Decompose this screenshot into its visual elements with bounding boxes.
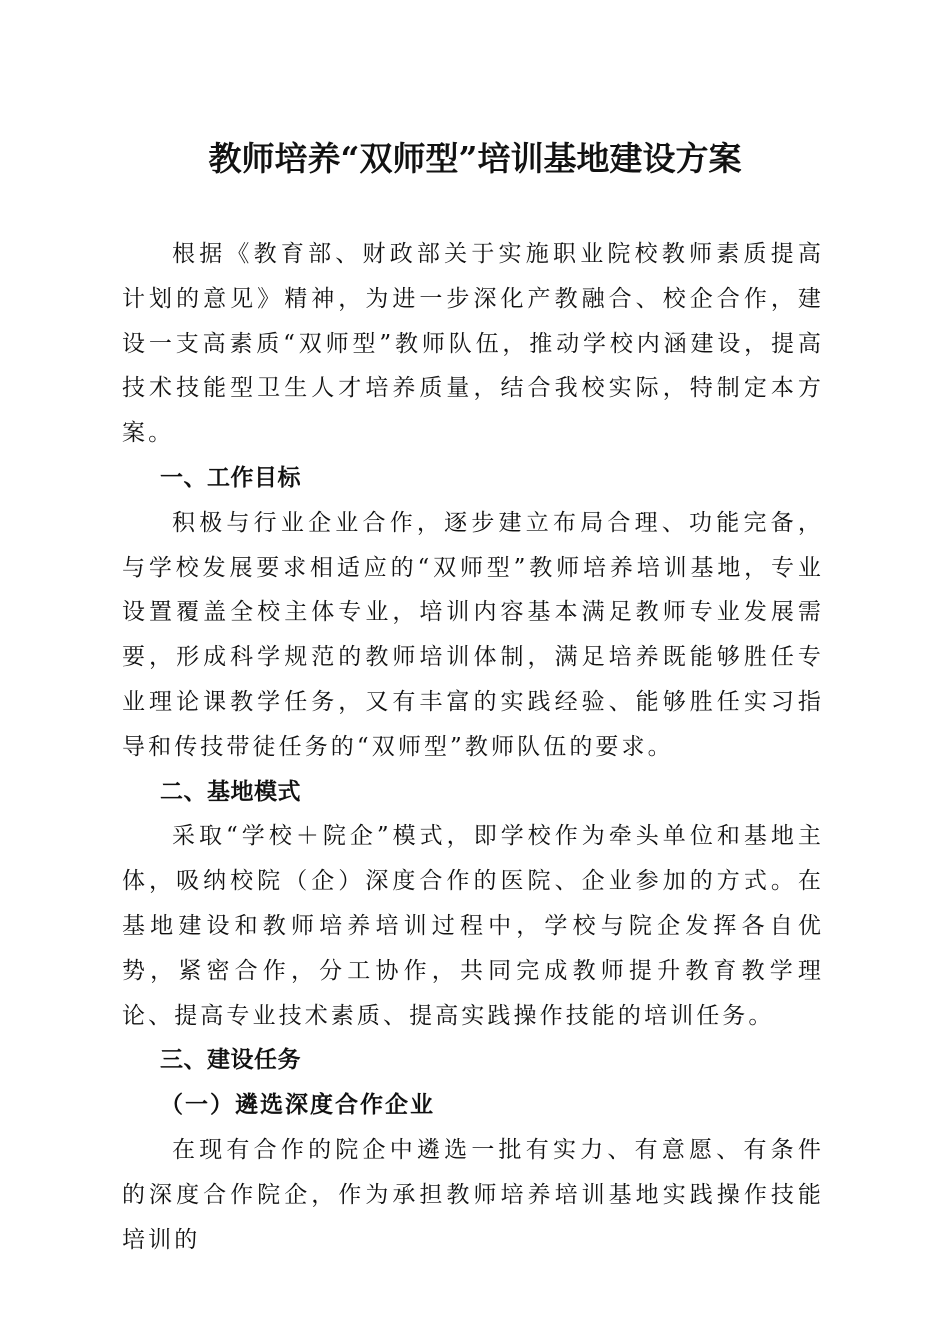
goals-paragraph: 积极与行业企业合作，逐步建立布局合理、功能完备，与学校发展要求相适应的“双师型”教师培养培训基地，专业设置覆盖全校主体专业，培训内容基本满足教师专业发展需要，形成科学规范的教师培训体制，满足培养既能够胜任专业理论课教学任务，又有丰富的实践经验、能够胜任实习指导和传技带徒任务的“双师型”教师队伍的要求。 <box>122 509 824 760</box>
mode-paragraph: 采取“学校＋院企”模式，即学校作为牵头单位和基地主体，吸纳校院（企）深度合作的医院、企业参加的方式。在基地建设和教师培养培训过程中，学校与院企发挥各自优势，紧密合作，分工协作，共同完成教师提升教育教学理论、提高专业技术素质、提高实践操作技能的培训任务。 <box>122 823 824 1029</box>
section-heading-mode: 二、基地模式 <box>160 778 301 805</box>
subsection-heading-select-partners: （一）遴选深度合作企业 <box>160 1091 435 1119</box>
document-body <box>122 232 824 1262</box>
section-heading-tasks: 三、建设任务 <box>160 1047 301 1074</box>
intro-paragraph: 根据《教育部、财政部关于实施职业院校教师素质提高计划的意见》精神，为进一步深化产教融合、校企合作，建设一支高素质“双师型”教师队伍，推动学校内涵建设，提高技术技能型卫生人才培养质量，结合我校实际，特制定本方案。 <box>122 241 824 447</box>
select-partners-paragraph: 在现有合作的院企中遴选一批有实力、有意愿、有条件的深度合作院企，作为承担教师培养培训基地实践操作技能培训的 <box>122 1136 824 1253</box>
section-heading-goals: 一、工作目标 <box>160 464 301 491</box>
document-title: 教师培养“双师型”培训基地建设方案 <box>208 139 742 178</box>
